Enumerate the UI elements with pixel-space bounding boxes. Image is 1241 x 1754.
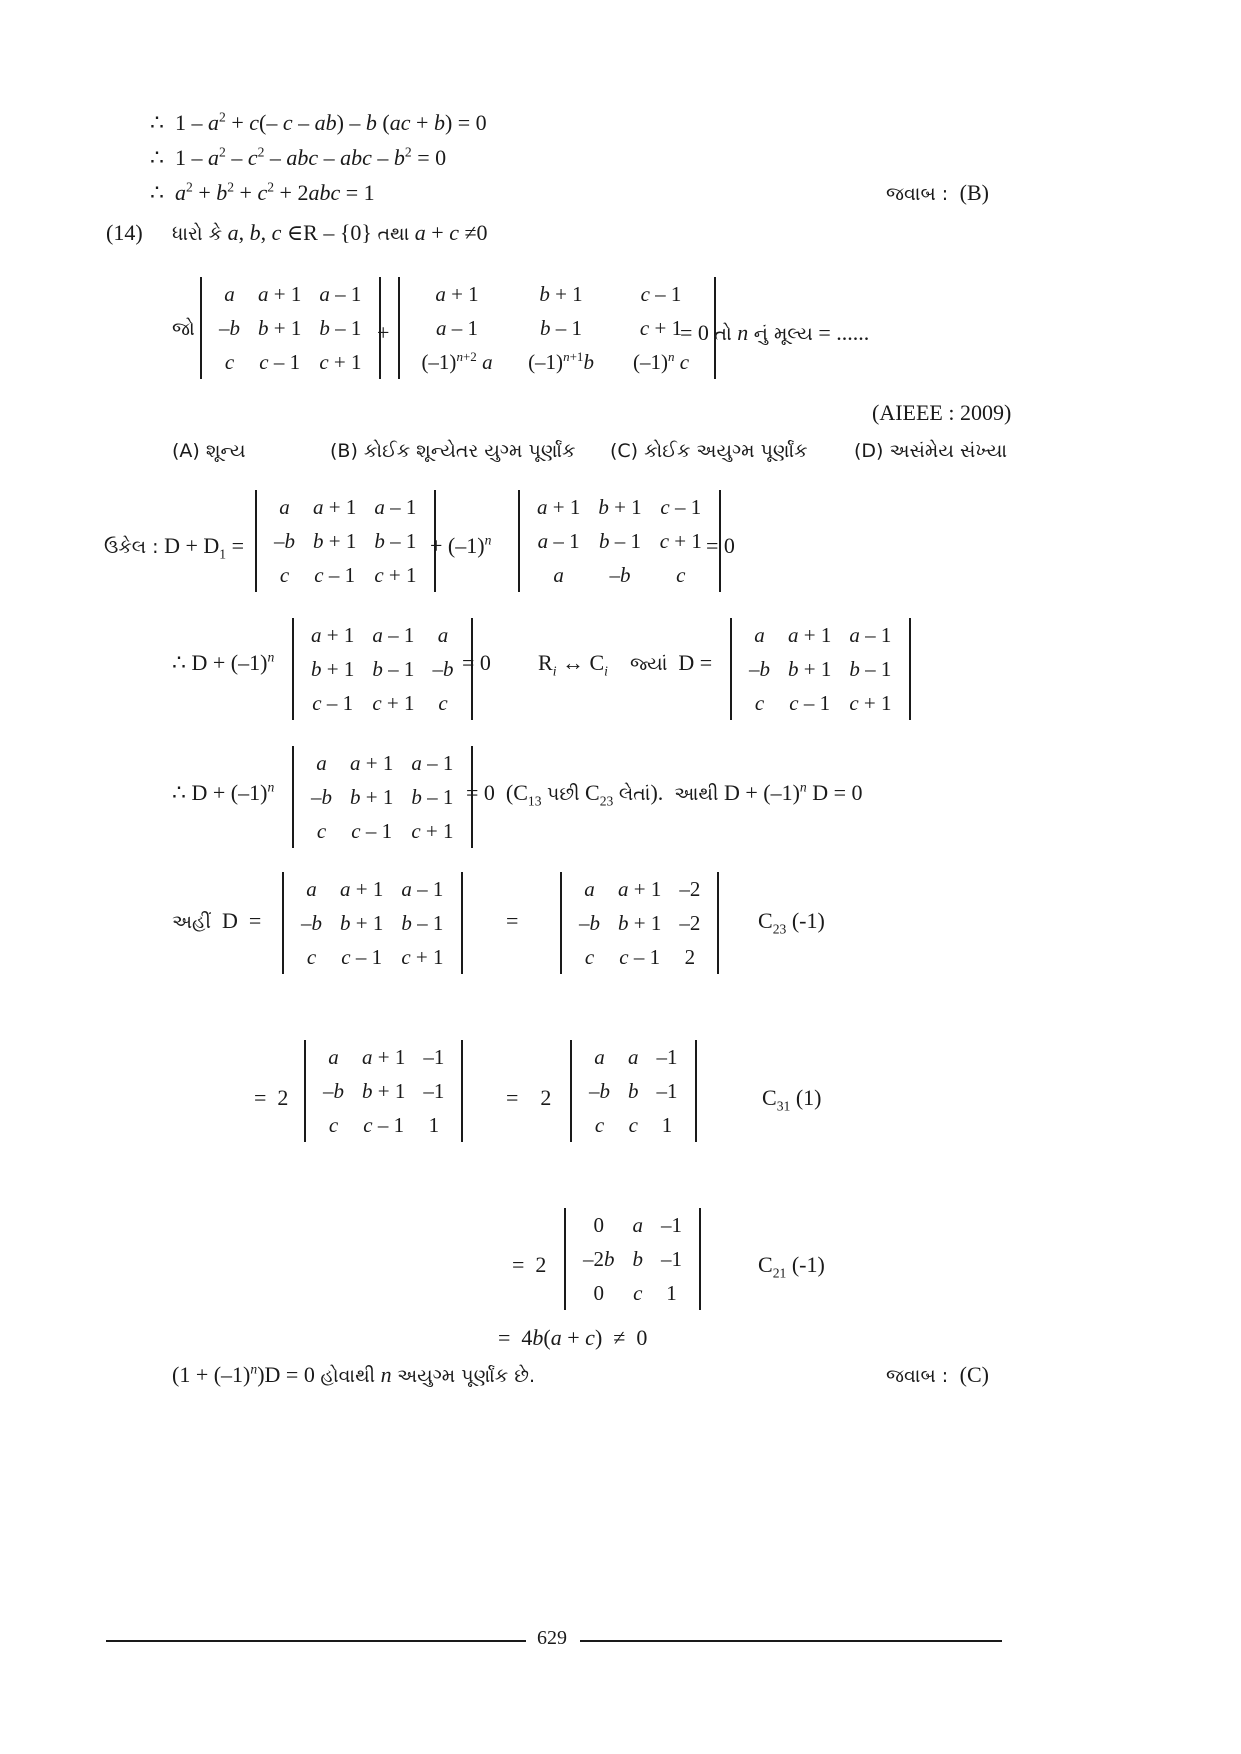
option-b: (B) કોઈક શૂન્યેતર યુગ્મ પૂર્ણાંક: [330, 440, 576, 462]
solution-label: ઉકેલ :: [104, 536, 159, 558]
here-det-1: a a + 1 a – 1 –b b + 1 b – 1 c c – 1 c + 1: [282, 872, 463, 974]
step2-lhs: ∴ $D + (-1)^n$: [172, 649, 275, 675]
option-a: (A) શૂન્ય: [172, 440, 246, 462]
plus-sign: +: [377, 320, 390, 345]
option-c: (C) કોઈક અયુગ્મ પૂર્ણાંક: [610, 440, 808, 462]
question-source: (AIEEE : 2009): [872, 400, 1012, 425]
answer-label-2: જવાબ :: [886, 1365, 949, 1387]
step1-det-1: a a + 1 a – 1 –b b + 1 b – 1 c c – 1 c + 1: [255, 490, 436, 592]
question-det-1: a a + 1 a – 1 –b b + 1 b – 1 c c – 1 c + 1: [200, 277, 381, 379]
answer-label: જવાબ :: [886, 183, 949, 205]
answer-value-2: (C): [959, 1362, 989, 1387]
result-line: = 4b(a + c) ≠ 0: [498, 1325, 648, 1350]
final-det: 0 a –1 –2b b –1 0 c 1: [564, 1208, 701, 1310]
option-d: (D) અસંમેય સંખ્યા: [854, 440, 1008, 462]
if-word: જો: [172, 318, 195, 340]
factor-det-1: a a + 1 –1 –b b + 1 –1 c c – 1 1: [304, 1040, 463, 1142]
answer-c: [886, 1362, 989, 1388]
answer-b: [886, 180, 989, 206]
factor-eq-2: = 2: [506, 1085, 552, 1110]
step2-note: $R_i$ ↔ $C_i$ જ્યાં D =: [538, 650, 713, 679]
line-2: ∴ $1 - a^2 - c^2$ – abc – abc – $b^2 = 0$: [150, 144, 447, 170]
step2-eq: = 0: [462, 650, 491, 675]
conclusion: $(1 + (-1)^n)D = 0$ હોવાથી n અયુગ્મ પૂર્ણાંક છે.: [172, 1361, 535, 1387]
step3-lhs: ∴ $D + (-1)^n$: [172, 779, 275, 805]
op-c31: $C_{31}$ (1): [762, 1085, 822, 1114]
step1-rhs: = 0: [706, 533, 735, 558]
step2-det-d: a a + 1 a – 1 –b b + 1 b – 1 c c – 1 c + 1: [730, 618, 911, 720]
line-3: ∴ $a^2 + b^2 + c^2 + 2abc = 1$: [150, 179, 375, 205]
factor-eq-1: = 2: [254, 1085, 289, 1110]
here-lhs: અહીં D =: [172, 908, 262, 933]
solution-step-1-lhs: ઉકેલ : $D + D_1$ =: [104, 533, 245, 562]
footer-rule-right: [580, 1640, 1002, 1642]
op-c21: $C_{21}$ (-1): [758, 1252, 825, 1281]
op-c23: $C_{23}$ (-1): [758, 908, 825, 937]
here-eq: =: [506, 908, 519, 933]
factor-det-2: a a –1 –b b –1 c c 1: [570, 1040, 697, 1142]
question-number: (14): [106, 220, 143, 245]
step3-det: a a + 1 a – 1 –b b + 1 b – 1 c c – 1 c + 1: [292, 746, 473, 848]
question-intro: ધારો કે a, b, c ∈R – {0} તથા a + c ≠0: [172, 220, 488, 245]
step3-note: = 0 ($C_{13}$ પછી $C_{23}$ લેતાં). આથી $D + (-1)^n$ D = 0: [466, 779, 863, 809]
footer-rule-left: [106, 1640, 526, 1642]
line-1: ∴ $1 - a^2 + c(-$ c – ab) – b (ac + b) = 0: [150, 109, 487, 135]
step1-det-2: a + 1 b + 1 c – 1 a – 1 b – 1 c + 1 a –b c: [518, 490, 721, 592]
answer-value: (B): [959, 180, 989, 205]
question-det-2: a + 1 b + 1 c – 1 a – 1 b – 1 c + 1 $(-1)^{n+2}$ a $(-1)^{n+1}b$ $(-1)^n$ c: [398, 277, 716, 379]
page-number: 629: [537, 1627, 567, 1649]
final-eq: = 2: [512, 1252, 547, 1277]
step1-sign: + $(-1)^n$: [430, 532, 492, 558]
here-det-2: a a + 1 –2 –b b + 1 –2 c c – 1 2: [560, 872, 719, 974]
question-tail: = 0 તો n નું મૂલ્ય = ......: [680, 320, 870, 345]
step2-det: a + 1 a – 1 a b + 1 b – 1 –b c – 1 c + 1 c: [292, 618, 473, 720]
